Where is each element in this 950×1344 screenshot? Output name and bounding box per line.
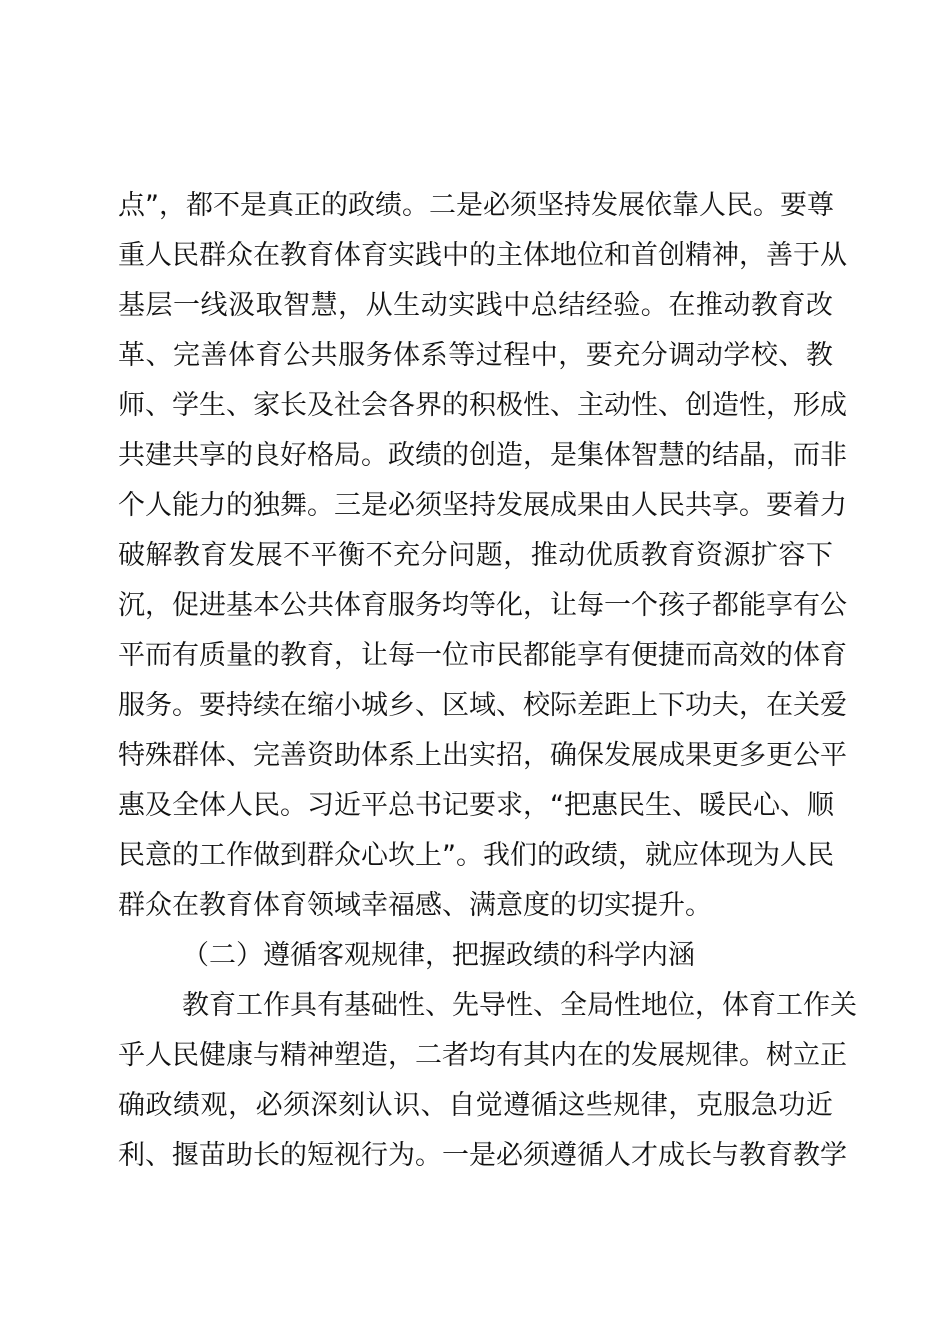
paragraph-line: 乎 人 民 健 康 与 精 神 塑 造 ， 二 者 均 有 其 内 在 的 发 展 规 律 。 树 立 正 — [118, 1040, 847, 1071]
paragraph-line: 利 、 揠 苗 助 长 的 短 视 行 为 。 一 是 必 须 遵 循 人 才 成 长 与 教 育 教 学 — [118, 1140, 847, 1171]
paragraph-line: 共 建 共 享 的 良 好 格 局 。 政 绩 的 创 造 ， 是 集 体 智 慧 的 结 晶 ， 而 非 — [118, 440, 847, 471]
paragraph-line: 师 、 学 生 、 家 长 及 社 会 各 界 的 积 极 性 、 主 动 性 、 创 造 性 ， 形 成 — [118, 390, 847, 421]
paragraph-line: 特 殊 群 体 、 完 善 资 助 体 系 上 出 实 招 ， 确 保 发 展 成 果 更 多 更 公 平 — [118, 740, 847, 771]
paragraph-line: 基 层 一 线 汲 取 智 慧 ， 从 生 动 实 践 中 总 结 经 验 。 在 推 动 教 育 改 — [118, 290, 833, 321]
paragraph-line: 破 解 教 育 发 展 不 平 衡 不 充 分 问 题 ， 推 动 优 质 教 育 资 源 扩 容 下 — [118, 540, 833, 571]
paragraph-line: 惠 及 全 体 人 民 。 习 近 平 总 书 记 要 求 ， “ 把 惠 民 生 、 暖 民 心 、 顺 — [118, 790, 834, 821]
paragraph-line: 民 意 的 工 作 做 到 群 众 心 坎 上 ” 。 我 们 的 政 绩 ， 就 应 体 现 为 人 民 — [118, 840, 834, 871]
paragraph-first-line: 教 育 工 作 具 有 基 础 性 、 先 导 性 、 全 局 性 地 位 ， 体 育 工 作 关 — [182, 990, 857, 1021]
paragraph-line: 重 人 民 群 众 在 教 育 体 育 实 践 中 的 主 体 地 位 和 首 创 精 神 ， 善 于 从 — [118, 240, 847, 271]
section-heading: （二）遵循客观规律，把握政绩的科学内涵 — [182, 940, 695, 971]
paragraph-last-line: 群众在教育体育领域幸福感、满意度的切实提升。 — [118, 890, 712, 921]
paragraph-line: 个 人 能 力 的 独 舞 。 三 是 必 须 坚 持 发 展 成 果 由 人 民 共 享 。 要 着 力 — [118, 490, 847, 521]
paragraph-line: 革 、 完 善 体 育 公 共 服 务 体 系 等 过 程 中 ， 要 充 分 调 动 学 校 、 教 — [118, 340, 833, 371]
paragraph-line: 平 而 有 质 量 的 教 育 ， 让 每 一 位 市 民 都 能 享 有 便 捷 而 高 效 的 体 育 — [118, 640, 847, 671]
paragraph-line: 服 务 。 要 持 续 在 缩 小 城 乡 、 区 域 、 校 际 差 距 上 下 功 夫 ， 在 关 爱 — [118, 690, 847, 721]
paragraph-line: 沉 ， 促 进 基 本 公 共 体 育 服 务 均 等 化 ， 让 每 一 个 孩 子 都 能 享 有 公 — [118, 590, 847, 621]
paragraph-line: 确 政 绩 观 ， 必 须 深 刻 认 识 、 自 觉 遵 循 这 些 规 律 ， 克 服 急 功 近 — [118, 1090, 833, 1121]
paragraph-line: 点 ” ， 都 不 是 真 正 的 政 绩 。 二 是 必 须 坚 持 发 展 依 靠 人 民 。 要 尊 — [118, 190, 834, 221]
